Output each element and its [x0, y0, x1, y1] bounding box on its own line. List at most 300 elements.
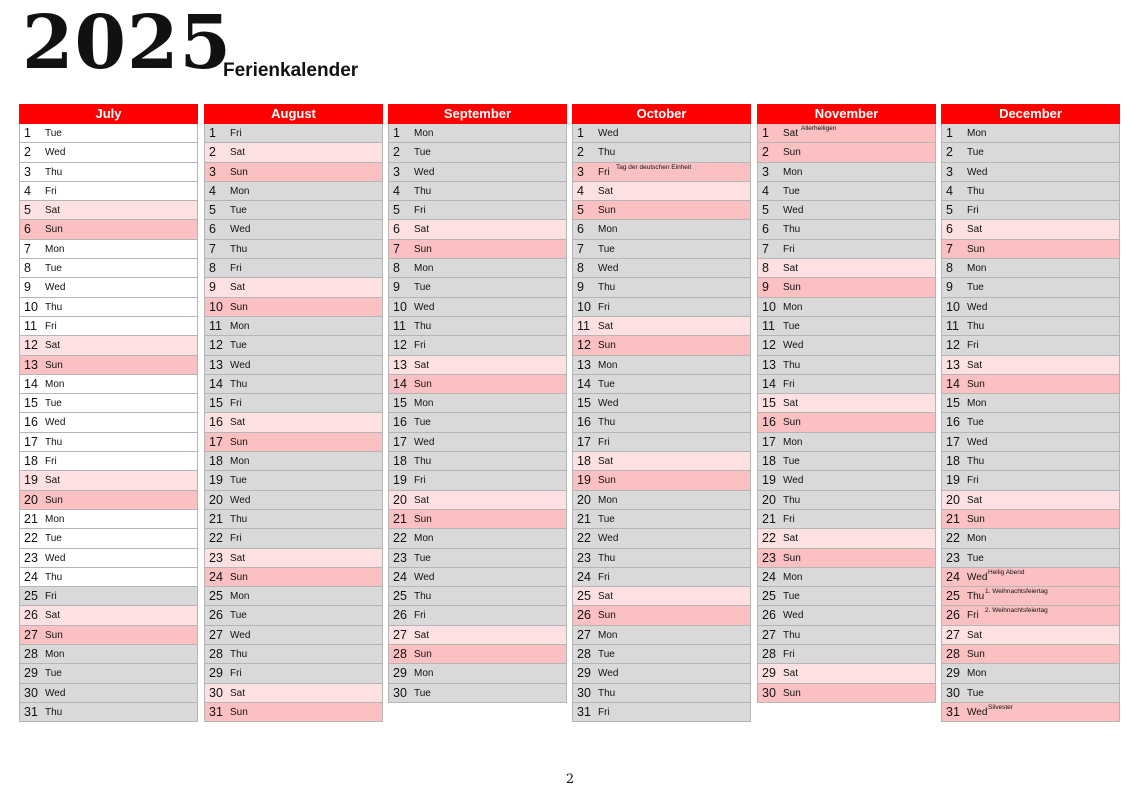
day-number: 4 — [209, 183, 216, 198]
day-number: 2 — [24, 145, 31, 160]
day-row — [19, 259, 198, 278]
weekday-name: Sat — [230, 417, 246, 429]
weekday-name: Fri — [230, 263, 242, 275]
day-row — [941, 259, 1120, 278]
weekday-name: Sun — [783, 417, 801, 429]
weekday-name: Thu — [230, 649, 248, 661]
day-number: 2 — [762, 145, 769, 160]
weekday-name: Thu — [967, 185, 985, 197]
day-row — [204, 124, 383, 143]
day-number: 1 — [24, 126, 31, 140]
day-number: 25 — [209, 589, 223, 604]
day-row — [941, 124, 1120, 143]
calendar-subtitle: Ferienkalender — [223, 60, 359, 81]
day-number: 22 — [762, 531, 776, 546]
weekday-name: Sat — [230, 147, 246, 159]
day-number: 14 — [24, 376, 38, 391]
day-number: 6 — [762, 222, 769, 237]
weekday-name: Fri — [230, 668, 242, 680]
day-number: 10 — [24, 299, 38, 314]
weekday-name: Mon — [414, 398, 434, 410]
day-row — [19, 645, 198, 664]
weekday-name: Mon — [45, 378, 65, 390]
weekday-name: Wed — [45, 687, 66, 699]
day-row — [941, 317, 1120, 336]
weekday-name: Fri — [598, 571, 610, 583]
day-row — [204, 220, 383, 239]
day-number: 15 — [762, 396, 776, 411]
day-number: 11 — [577, 318, 590, 333]
day-number: 11 — [762, 318, 775, 333]
month-column-october — [572, 104, 751, 722]
weekday-name: Sun — [783, 147, 801, 159]
weekday-name: Fri — [230, 128, 242, 139]
weekday-name: Sun — [967, 649, 985, 661]
weekday-name: Tue — [414, 417, 431, 429]
weekday-name: Sun — [598, 475, 616, 487]
day-row — [757, 182, 936, 201]
day-number: 6 — [577, 222, 584, 237]
day-number: 31 — [209, 704, 223, 719]
day-row — [388, 549, 567, 568]
day-row — [19, 433, 198, 452]
weekday-name: Tue — [967, 147, 984, 159]
day-number: 20 — [393, 492, 407, 507]
day-row — [19, 568, 198, 587]
weekday-name: Sat — [45, 610, 61, 622]
holiday-note: 2. Weihnachtsfeiertag — [985, 607, 1048, 615]
day-row — [757, 529, 936, 548]
day-number: 4 — [946, 183, 953, 198]
day-row — [757, 336, 936, 355]
weekday-name: Sat — [414, 359, 430, 371]
day-number: 4 — [393, 183, 400, 198]
weekday-name: Fri — [967, 610, 979, 622]
day-number: 9 — [393, 280, 400, 295]
day-number: 8 — [762, 261, 769, 276]
day-row — [572, 529, 751, 548]
day-number: 16 — [577, 415, 591, 430]
day-row — [941, 510, 1120, 529]
day-number: 26 — [946, 608, 960, 623]
day-number: 5 — [209, 203, 216, 218]
day-number: 18 — [24, 454, 38, 469]
day-row — [941, 143, 1120, 162]
day-number: 11 — [209, 318, 222, 333]
day-number: 29 — [393, 666, 407, 681]
day-number: 7 — [762, 241, 769, 256]
day-number: 9 — [209, 280, 216, 295]
day-number: 27 — [577, 627, 591, 642]
day-number: 12 — [577, 338, 591, 353]
day-number: 17 — [577, 434, 591, 449]
weekday-name: Fri — [967, 475, 979, 487]
day-number: 7 — [209, 241, 216, 256]
day-number: 2 — [393, 145, 400, 160]
weekday-name: Tue — [967, 687, 984, 699]
day-row — [204, 510, 383, 529]
weekday-name: Sun — [45, 494, 63, 506]
day-number: 2 — [209, 145, 216, 160]
day-row — [388, 182, 567, 201]
weekday-name: Tue — [598, 378, 615, 390]
day-number: 9 — [762, 280, 769, 295]
day-row — [572, 182, 751, 201]
day-row — [757, 433, 936, 452]
weekday-name: Tue — [967, 417, 984, 429]
weekday-name: Fri — [598, 166, 610, 178]
weekday-name: Thu — [598, 282, 616, 294]
weekday-name: Wed — [967, 571, 988, 583]
weekday-name: Thu — [967, 591, 985, 603]
day-number: 21 — [393, 511, 407, 526]
day-row — [388, 278, 567, 297]
weekday-name: Mon — [45, 243, 65, 255]
day-number: 18 — [946, 454, 960, 469]
weekday-name: Thu — [45, 166, 63, 178]
weekday-name: Fri — [45, 320, 57, 332]
month-column-december — [941, 104, 1120, 722]
weekday-name: Mon — [967, 128, 987, 139]
weekday-name: Fri — [598, 706, 610, 718]
holiday-note: Allerheiligen — [801, 125, 837, 132]
weekday-name: Thu — [783, 494, 801, 506]
day-number: 27 — [24, 627, 38, 642]
day-row — [19, 664, 198, 683]
day-row — [572, 606, 751, 625]
day-row — [19, 491, 198, 510]
weekday-name: Thu — [230, 243, 248, 255]
day-number: 31 — [577, 704, 591, 719]
day-number: 23 — [209, 550, 223, 565]
weekday-name: Sun — [967, 513, 985, 525]
day-row — [572, 413, 751, 432]
weekday-name: Sun — [45, 359, 63, 371]
day-number: 8 — [24, 261, 31, 276]
day-row — [941, 471, 1120, 490]
day-row — [388, 259, 567, 278]
day-number: 8 — [577, 261, 584, 276]
weekday-name: Sat — [45, 475, 61, 487]
weekday-name: Thu — [598, 417, 616, 429]
weekday-name: Fri — [598, 301, 610, 313]
day-number: 25 — [24, 589, 38, 604]
weekday-name: Mon — [783, 166, 803, 178]
day-number: 17 — [393, 434, 407, 449]
day-number: 30 — [209, 685, 223, 700]
day-row — [204, 587, 383, 606]
weekday-name: Wed — [45, 552, 66, 564]
day-row — [572, 664, 751, 683]
weekday-name: Wed — [967, 706, 988, 718]
day-row — [572, 568, 751, 587]
day-number: 14 — [946, 376, 960, 391]
day-row — [757, 298, 936, 317]
holiday-note: Heilig Abend — [988, 568, 1025, 576]
day-number: 4 — [24, 183, 31, 198]
day-row — [757, 375, 936, 394]
day-row — [204, 606, 383, 625]
day-row — [204, 143, 383, 162]
day-row — [572, 143, 751, 162]
day-number: 6 — [946, 222, 953, 237]
day-row — [757, 356, 936, 375]
day-number: 6 — [209, 222, 216, 237]
day-number: 7 — [393, 241, 400, 256]
weekday-name: Fri — [967, 340, 979, 352]
day-row — [572, 684, 751, 703]
day-number: 28 — [946, 647, 960, 662]
day-row — [941, 201, 1120, 220]
weekday-name: Wed — [45, 417, 66, 429]
day-number: 20 — [24, 492, 38, 507]
day-row — [757, 587, 936, 606]
weekday-name: Tue — [414, 282, 431, 294]
weekday-name: Tue — [230, 205, 247, 217]
day-row — [572, 510, 751, 529]
weekday-name: Tue — [230, 475, 247, 487]
day-row — [757, 645, 936, 664]
weekday-name: Wed — [783, 205, 804, 217]
weekday-name: Fri — [45, 591, 57, 603]
weekday-name: Thu — [414, 185, 432, 197]
day-row — [388, 664, 567, 683]
day-row — [388, 143, 567, 162]
weekday-name: Sat — [783, 263, 799, 275]
day-row — [204, 278, 383, 297]
day-number: 3 — [24, 164, 31, 179]
day-number: 15 — [577, 396, 591, 411]
day-row — [572, 587, 751, 606]
day-row — [388, 124, 567, 143]
weekday-name: Sat — [414, 224, 430, 236]
weekday-name: Thu — [414, 456, 432, 468]
day-row — [941, 163, 1120, 182]
day-number: 24 — [24, 569, 38, 584]
day-number: 21 — [946, 511, 960, 526]
day-row — [941, 433, 1120, 452]
day-number: 5 — [24, 203, 31, 218]
weekday-name: Wed — [45, 147, 66, 159]
day-row — [204, 259, 383, 278]
weekday-name: Wed — [783, 610, 804, 622]
day-number: 4 — [762, 183, 769, 198]
day-number: 31 — [24, 704, 38, 719]
day-row — [941, 220, 1120, 239]
day-number: 28 — [209, 647, 223, 662]
day-number: 28 — [24, 647, 38, 662]
day-row — [757, 471, 936, 490]
day-row — [204, 626, 383, 645]
weekday-name: Mon — [783, 301, 803, 313]
weekday-name: Wed — [230, 224, 251, 236]
day-row — [19, 240, 198, 259]
day-number: 10 — [209, 299, 223, 314]
day-row — [757, 143, 936, 162]
day-number: 15 — [946, 396, 960, 411]
weekday-name: Fri — [45, 456, 57, 468]
day-row — [572, 491, 751, 510]
day-row — [19, 703, 198, 722]
day-number: 8 — [946, 261, 953, 276]
day-number: 18 — [393, 454, 407, 469]
weekday-name: Thu — [967, 320, 985, 332]
day-row — [572, 433, 751, 452]
day-number: 29 — [209, 666, 223, 681]
weekday-name: Wed — [45, 282, 66, 294]
day-row — [204, 317, 383, 336]
weekday-name: Mon — [598, 359, 618, 371]
day-row — [19, 413, 198, 432]
day-number: 7 — [24, 241, 31, 256]
weekday-name: Fri — [783, 378, 795, 390]
day-row — [941, 452, 1120, 471]
holiday-note: 1. Weihnachtsfeiertag — [985, 588, 1048, 596]
weekday-name: Mon — [967, 263, 987, 275]
day-row — [941, 278, 1120, 297]
day-number: 6 — [24, 222, 31, 237]
day-row — [572, 356, 751, 375]
day-row — [941, 182, 1120, 201]
day-number: 30 — [24, 685, 38, 700]
weekday-name: Sat — [598, 456, 614, 468]
weekday-name: Wed — [783, 475, 804, 487]
day-number: 20 — [762, 492, 776, 507]
day-row — [572, 298, 751, 317]
day-number: 30 — [762, 685, 776, 700]
day-row — [388, 317, 567, 336]
day-row — [757, 201, 936, 220]
day-number: 28 — [762, 647, 776, 662]
weekday-name: Wed — [230, 494, 251, 506]
weekday-name: Fri — [414, 475, 426, 487]
weekday-name: Wed — [967, 301, 988, 313]
year-title: 2025 — [22, 0, 232, 86]
weekday-name: Thu — [783, 359, 801, 371]
day-number: 23 — [393, 550, 407, 565]
weekday-name: Sun — [414, 243, 432, 255]
weekday-name: Sun — [45, 224, 63, 236]
day-row — [19, 317, 198, 336]
day-number: 23 — [762, 550, 776, 565]
day-row — [19, 163, 198, 182]
day-number: 5 — [946, 203, 953, 218]
weekday-name: Sat — [967, 224, 983, 236]
day-number: 26 — [393, 608, 407, 623]
weekday-name: Thu — [45, 706, 63, 718]
day-row — [388, 433, 567, 452]
weekday-name: Mon — [967, 533, 987, 545]
day-number: 13 — [24, 357, 38, 372]
day-row — [204, 664, 383, 683]
day-row — [388, 394, 567, 413]
day-row — [204, 549, 383, 568]
day-number: 27 — [946, 627, 960, 642]
weekday-name: Mon — [783, 436, 803, 448]
day-row — [19, 684, 198, 703]
day-number: 12 — [393, 338, 407, 353]
day-row — [19, 182, 198, 201]
day-row — [388, 163, 567, 182]
day-row — [757, 124, 936, 143]
day-number: 26 — [577, 608, 591, 623]
holiday-note: Tag der deutschen Einheit — [616, 163, 692, 171]
day-row — [572, 471, 751, 490]
day-row — [19, 336, 198, 355]
day-number: 22 — [577, 531, 591, 546]
weekday-name: Tue — [414, 687, 431, 699]
day-row — [941, 645, 1120, 664]
day-row — [572, 645, 751, 664]
day-row — [941, 298, 1120, 317]
day-number: 3 — [393, 164, 400, 179]
day-number: 17 — [24, 434, 38, 449]
day-number: 13 — [946, 357, 960, 372]
weekday-name: Sat — [230, 282, 246, 294]
day-row — [19, 278, 198, 297]
weekday-name: Sat — [598, 591, 614, 603]
day-row — [204, 394, 383, 413]
weekday-name: Sat — [967, 629, 983, 641]
weekday-name: Thu — [967, 456, 985, 468]
weekday-name: Sun — [783, 552, 801, 564]
day-row — [388, 568, 567, 587]
day-number: 18 — [762, 454, 776, 469]
weekday-name: Wed — [414, 436, 435, 448]
day-row — [572, 375, 751, 394]
weekday-name: Thu — [414, 320, 432, 332]
day-number: 19 — [209, 473, 223, 488]
day-number: 13 — [762, 357, 776, 372]
day-row — [19, 587, 198, 606]
weekday-name: Thu — [598, 147, 616, 159]
weekday-name: Sat — [783, 128, 799, 139]
weekday-name: Tue — [598, 243, 615, 255]
weekday-name: Wed — [967, 166, 988, 178]
weekday-name: Tue — [967, 552, 984, 564]
day-number: 21 — [209, 511, 223, 526]
day-number: 13 — [577, 357, 591, 372]
weekday-name: Wed — [414, 301, 435, 313]
day-number: 25 — [577, 589, 591, 604]
weekday-name: Fri — [414, 610, 426, 622]
weekday-name: Mon — [598, 629, 618, 641]
weekday-name: Wed — [598, 128, 619, 139]
month-column-november — [757, 104, 936, 703]
day-row — [388, 298, 567, 317]
weekday-name: Sat — [414, 629, 430, 641]
day-number: 22 — [24, 531, 38, 546]
weekday-name: Fri — [783, 513, 795, 525]
day-number: 30 — [393, 685, 407, 700]
weekday-name: Fri — [45, 185, 57, 197]
weekday-name: Fri — [230, 398, 242, 410]
day-number: 12 — [762, 338, 776, 353]
day-row — [204, 703, 383, 722]
day-number: 2 — [946, 145, 953, 160]
day-row — [388, 529, 567, 548]
day-number: 9 — [24, 280, 31, 295]
day-number: 7 — [946, 241, 953, 256]
day-row — [757, 568, 936, 587]
day-number: 19 — [24, 473, 38, 488]
day-row — [19, 220, 198, 239]
day-number: 14 — [577, 376, 591, 391]
day-number: 14 — [393, 376, 407, 391]
weekday-name: Thu — [414, 591, 432, 603]
weekday-name: Mon — [230, 185, 250, 197]
day-number: 21 — [577, 511, 591, 526]
